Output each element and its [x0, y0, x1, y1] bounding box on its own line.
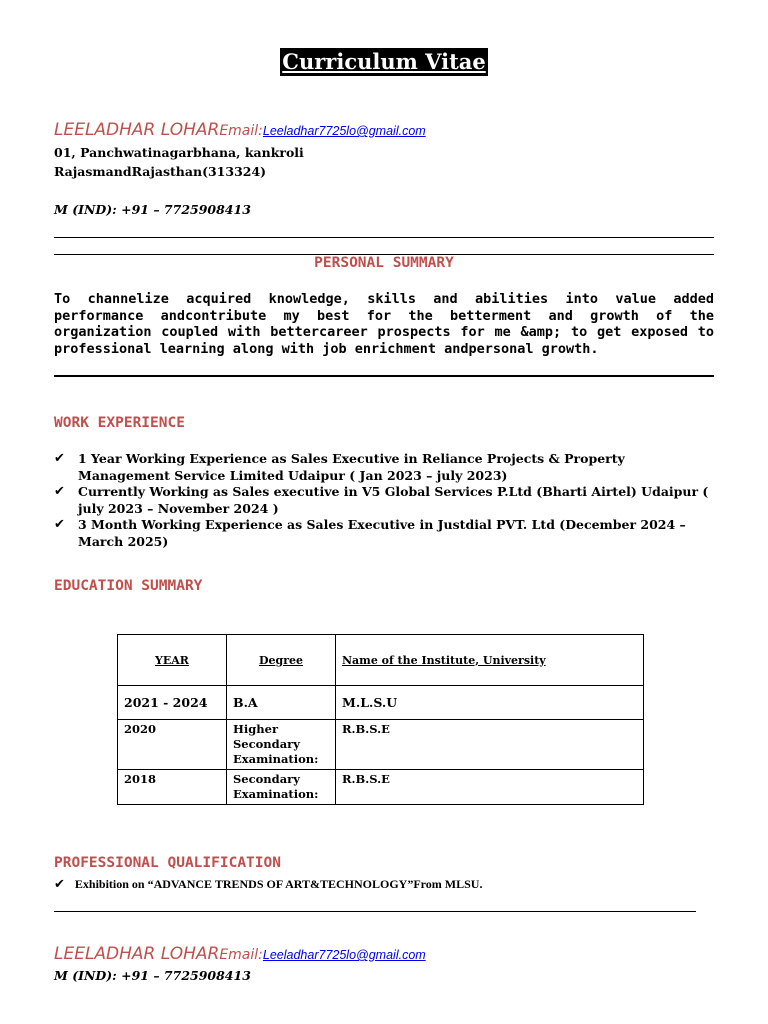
list-item	[54, 517, 714, 550]
document-title: Curriculum Vitae	[282, 49, 486, 74]
work-item-text: Currently Working as Sales executive in V5 Global Services P.Ltd (Bharti Airtel) Udaipur ( july 2023 – November 2024 )	[78, 484, 709, 516]
footer-phone-number: M (IND): +91 – 7725908413	[54, 968, 251, 983]
column-header-year: YEAR	[118, 635, 227, 686]
list-item	[54, 877, 482, 892]
cell-degree: Secondary Examination:	[227, 770, 336, 805]
footer-name-line	[54, 944, 426, 964]
divider	[54, 375, 714, 377]
email-link[interactable]: Leeladhar7725lo@gmail.com	[262, 124, 426, 138]
address-line-1: 01, Panchwatinagarbhana, kankroli	[54, 145, 304, 160]
document-title-block	[0, 48, 768, 76]
cell-year: 2021 - 2024	[118, 686, 227, 720]
check-mark-icon: ✔	[54, 517, 65, 532]
professional-qualification-heading: PROFESSIONAL QUALIFICATION	[54, 855, 281, 871]
footer-email-link[interactable]: Leeladhar7725lo@gmail.com	[262, 948, 426, 962]
check-mark-icon: ✔	[54, 451, 65, 466]
cell-degree: Higher Secondary Examination:	[227, 720, 336, 770]
address-line-2: RajasmandRajasthan(313324)	[54, 164, 267, 179]
divider	[54, 237, 714, 238]
email-label: Email:	[219, 123, 263, 139]
work-experience-list	[54, 451, 714, 550]
candidate-name: LEELADHAR LOHAR	[54, 120, 220, 140]
cell-year: 2018	[118, 770, 227, 805]
list-item	[54, 451, 714, 484]
list-item	[54, 484, 714, 517]
table-row	[118, 770, 644, 805]
education-table	[117, 634, 644, 805]
table-row	[118, 720, 644, 770]
check-mark-icon: ✔	[54, 484, 65, 499]
column-header-institute: Name of the Institute, University	[336, 635, 644, 686]
footer-candidate-name: LEELADHAR LOHAR	[54, 944, 220, 964]
work-item-text: 1 Year Working Experience as Sales Executive in Reliance Projects & Property Management Service Limited Udaipur ( Jan 2023 – july 2023)	[78, 451, 625, 483]
work-experience-heading: WORK EXPERIENCE	[54, 415, 185, 431]
cell-institute: M.L.S.U	[336, 686, 644, 720]
personal-summary-text: To channelize acquired knowledge, skills and abilities into value added performance andcontribute my best for the betterment and growth of the organization coupled with bettercareer prospects for me &amp; to get exposed to professional learning along with job enrichment andpersonal growth.	[54, 291, 714, 357]
cell-institute: R.B.S.E	[336, 770, 644, 805]
table-row	[118, 686, 644, 720]
phone-number: M (IND): +91 – 7725908413	[54, 202, 251, 217]
work-item-text: 3 Month Working Experience as Sales Executive in Justdial PVT. Ltd (December 2024 – March 2025)	[78, 517, 686, 549]
header-name-line	[54, 120, 426, 140]
education-summary-heading: EDUCATION SUMMARY	[54, 578, 203, 594]
footer-email-label: Email:	[219, 947, 263, 963]
cell-degree: B.A	[227, 686, 336, 720]
divider	[54, 911, 696, 912]
cell-year: 2020	[118, 720, 227, 770]
column-header-degree: Degree	[227, 635, 336, 686]
check-mark-icon: ✔	[54, 877, 65, 892]
personal-summary-heading: PERSONAL SUMMARY	[314, 255, 454, 271]
cell-institute: R.B.S.E	[336, 720, 644, 770]
table-header-row	[118, 635, 644, 686]
qualification-text: Exhibition on “ADVANCE TRENDS OF ART&TECHNOLOGY”From MLSU.	[74, 877, 483, 891]
